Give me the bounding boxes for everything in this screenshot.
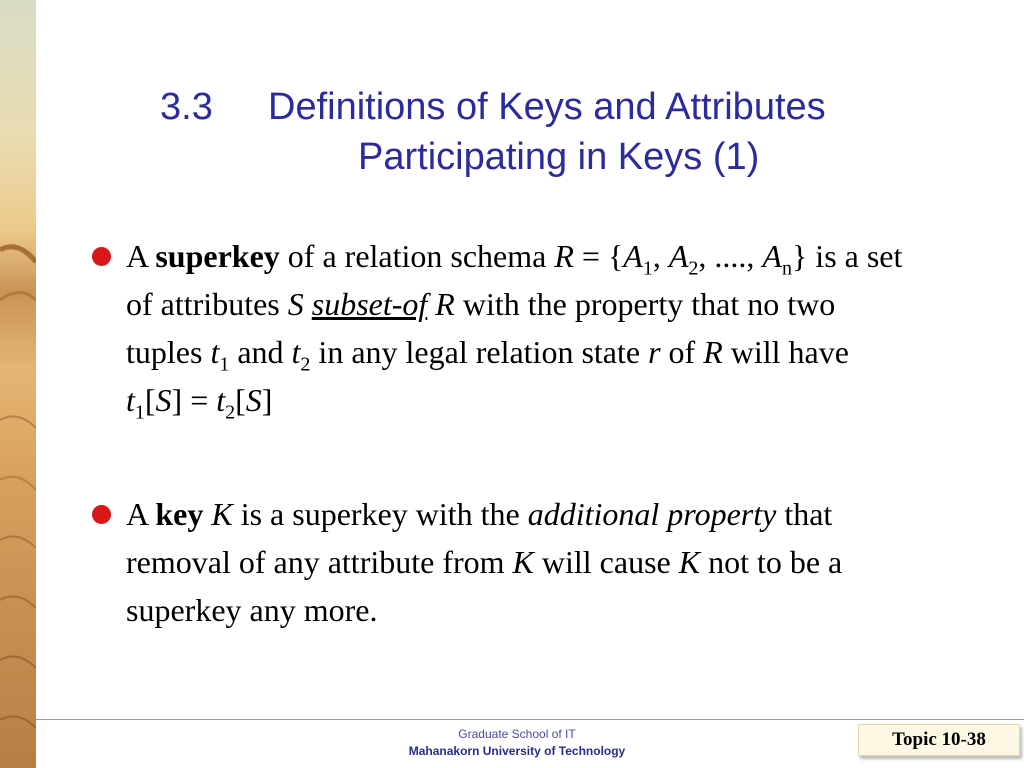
title-line-1: Definitions of Keys and Attributes: [268, 86, 826, 128]
subset-of-term: subset-of: [311, 286, 428, 322]
desert-background-strip: [0, 0, 36, 768]
footer: [300, 726, 734, 760]
topic-label: Topic 10-38: [858, 724, 1020, 756]
footer-divider: [36, 719, 1024, 720]
bullet-dot: [92, 247, 111, 266]
footer-school: Graduate School of IT: [458, 727, 576, 741]
title-line-2: Participating in Keys (1): [358, 136, 760, 178]
section-number: 3.3: [160, 86, 213, 128]
bullet-text: A key K is a superkey with the additional property that removal of any attribute from K will cause K not to be a superkey any more.: [126, 496, 843, 628]
desert-image: [0, 0, 36, 768]
bullet-text: A superkey of a relation schema $R = \{A_1$, $A_2$, ...., $A_n$} is a set of attributes S subset-of R with the property that no two tuples $t_1$ and $t_2$ in any legal relation state r of R will have $t_1[S] = t_2[S]$: [126, 238, 903, 424]
slide-title: [160, 82, 980, 182]
bullet-superkey: [92, 232, 912, 424]
bullet-key: [92, 490, 912, 634]
bullet-dot: [92, 505, 111, 524]
footer-university: Mahanakorn University of Technology: [408, 744, 626, 758]
